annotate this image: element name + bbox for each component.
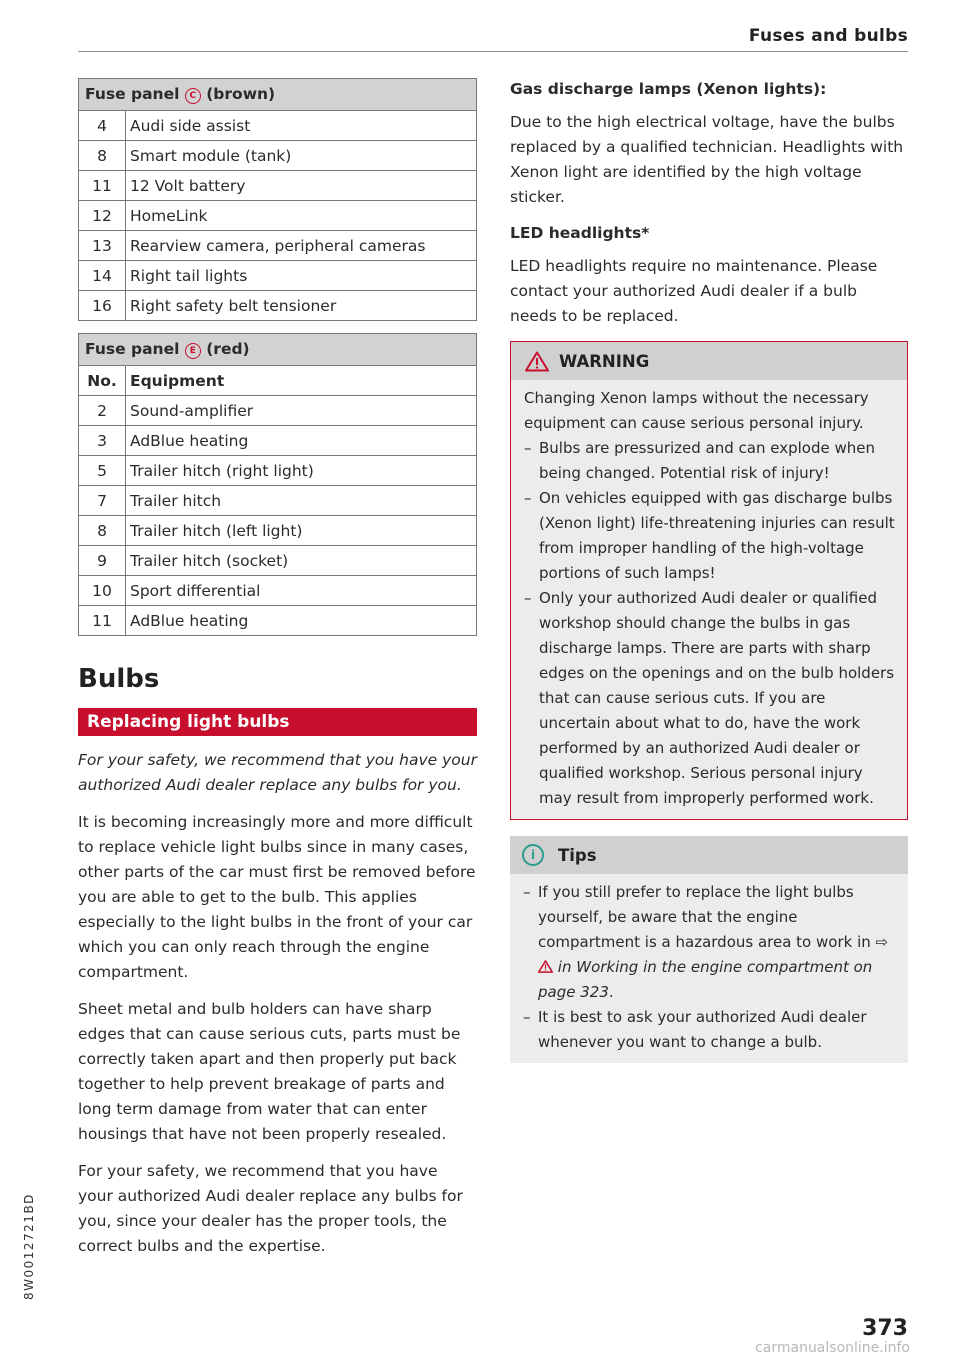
warning-item: – Only your authorized Audi dealer or qualified workshop should change the bulbs in gas discharge lamps. There are parts with sharp edges on the openings and on the bulb holders that can cause serious cuts. If you are uncertain about what to do, have the work performed by an authorized Audi dealer or qualified workshop. Serious personal injury may result from improperly performed work. xyxy=(524,586,895,811)
fuse-equipment: Smart module (tank) xyxy=(126,141,477,171)
fuse-equipment: Sport differential xyxy=(126,576,477,606)
tips-box xyxy=(510,836,908,1063)
tips-list xyxy=(523,880,896,1055)
right-column xyxy=(510,78,908,1063)
subsection-title-replacing-bulbs: Replacing light bulbs xyxy=(78,708,477,736)
header-rule xyxy=(78,51,908,52)
fuse-number: 7 xyxy=(79,486,126,516)
table-row xyxy=(79,111,477,141)
watermark: carmanualsonline.info xyxy=(755,1340,910,1356)
running-header: Fuses and bulbs xyxy=(748,26,908,46)
circled-e-icon: E xyxy=(185,343,201,359)
table-row xyxy=(79,396,477,426)
warning-header xyxy=(511,342,907,380)
col-no-header: No. xyxy=(79,366,126,396)
fuse-equipment: Right safety belt tensioner xyxy=(126,291,477,321)
warning-body xyxy=(511,380,907,819)
table-row xyxy=(79,261,477,291)
fuse-number: 9 xyxy=(79,546,126,576)
fuse-panel-e-header xyxy=(79,334,477,366)
fuse-panel-c-header xyxy=(79,79,477,111)
tips-title: Tips xyxy=(558,845,597,865)
table-row xyxy=(79,486,477,516)
fuse-equipment: 12 Volt battery xyxy=(126,171,477,201)
fuse-panel-c-color: (brown) xyxy=(206,85,276,103)
fuse-number: 5 xyxy=(79,456,126,486)
info-icon: i xyxy=(522,844,544,866)
ref-target: Working in the engine compartment on page 323 xyxy=(538,958,873,1001)
bulbs-paragraph-1: It is becoming increasingly more and more difficult to replace vehicle light bulbs since in many cases, other parts of the car must first be removed before you are able to get to the bulb. This applies especially to the light bulbs in the front of your car which you can only reach through the engine compartment. xyxy=(78,813,476,981)
table-row xyxy=(79,231,477,261)
fuse-equipment: Trailer hitch xyxy=(126,486,477,516)
fuse-number: 8 xyxy=(79,516,126,546)
document-code: 8W0012721BD xyxy=(22,1193,36,1300)
table-row xyxy=(79,606,477,636)
fuse-number: 12 xyxy=(79,201,126,231)
fuse-number: 3 xyxy=(79,426,126,456)
bulbs-intro: For your safety, we recommend that you have your authorized Audi dealer replace any bulbs for you. xyxy=(78,751,477,794)
table-row xyxy=(79,171,477,201)
fuse-number: 11 xyxy=(79,171,126,201)
fuse-equipment: Audi side assist xyxy=(126,111,477,141)
warning-intro: Changing Xenon lamps without the necessary equipment can cause serious personal injury. xyxy=(524,389,869,432)
fuse-panel-c-label: Fuse panel xyxy=(85,85,180,103)
fuse-panel-e-label: Fuse panel xyxy=(85,340,180,358)
fuse-equipment: Right tail lights xyxy=(126,261,477,291)
warning-item: – On vehicles equipped with gas discharge bulbs (Xenon light) life-threatening injuries can result from improper handling of the high-voltage portions of such lamps! xyxy=(524,486,895,586)
fuse-equipment: Sound-amplifier xyxy=(126,396,477,426)
circled-c-icon: C xyxy=(185,88,201,104)
table-row xyxy=(79,456,477,486)
fuse-number: 14 xyxy=(79,261,126,291)
arrow-right-icon: ⇨ xyxy=(875,933,889,951)
table-row xyxy=(79,516,477,546)
fuse-equipment: Trailer hitch (left light) xyxy=(126,516,477,546)
ref-in: in xyxy=(557,958,572,976)
warning-title: WARNING xyxy=(559,351,650,371)
gas-discharge-title: Gas discharge lamps (Xenon lights): xyxy=(510,80,827,98)
fuse-number: 4 xyxy=(79,111,126,141)
left-column xyxy=(78,78,477,1271)
fuse-number: 8 xyxy=(79,141,126,171)
fuse-number: 13 xyxy=(79,231,126,261)
fuse-number: 2 xyxy=(79,396,126,426)
fuse-equipment: HomeLink xyxy=(126,201,477,231)
warning-triangle-icon xyxy=(538,960,553,973)
table-gap xyxy=(79,321,477,334)
bulbs-paragraph-3: For your safety, we recommend that you have your authorized Audi dealer replace any bulbs for you, since your dealer has the proper tools, the correct bulbs and the expertise. xyxy=(78,1162,463,1255)
warning-list xyxy=(524,436,895,811)
fuse-number: 11 xyxy=(79,606,126,636)
fuse-number: 16 xyxy=(79,291,126,321)
fuse-equipment: Trailer hitch (right light) xyxy=(126,456,477,486)
warning-triangle-icon xyxy=(525,351,549,372)
led-text: LED headlights require no maintenance. Please contact your authorized Audi dealer if a bulb needs to be replaced. xyxy=(510,257,878,325)
tips-header xyxy=(510,836,908,874)
fuse-equipment: AdBlue heating xyxy=(126,606,477,636)
fuse-number: 10 xyxy=(79,576,126,606)
table-row xyxy=(79,141,477,171)
fuse-equipment: AdBlue heating xyxy=(126,426,477,456)
warning-item: – Bulbs are pressurized and can explode when being changed. Potential risk of injury! xyxy=(524,436,895,486)
table-row xyxy=(79,426,477,456)
table-row xyxy=(79,201,477,231)
section-title-bulbs: Bulbs xyxy=(78,664,160,694)
tips-item: – If you still prefer to replace the light bulbs yourself, be aware that the engine compartment is a hazardous area to work in ⇨ in Working in the engine compartment on page 323. xyxy=(523,880,896,1005)
fuse-table xyxy=(78,78,477,636)
led-title: LED headlights* xyxy=(510,224,650,242)
page-number: 373 xyxy=(862,1316,908,1341)
table-row xyxy=(79,291,477,321)
bulbs-paragraph-2: Sheet metal and bulb holders can have sharp edges that can cause serious cuts, parts must be correctly taken apart and then properly put back together to help prevent breakage of parts and long term damage from water that can enter housings that have not been properly resealed. xyxy=(78,1000,461,1143)
table-row xyxy=(79,576,477,606)
fuse-panel-e-color: (red) xyxy=(206,340,250,358)
tips-item-1-text: If you still prefer to replace the light bulbs yourself, be aware that the engine compartment is a hazardous area to work in xyxy=(538,883,871,951)
fuse-equipment: Trailer hitch (socket) xyxy=(126,546,477,576)
gas-discharge-text: Due to the high electrical voltage, have the bulbs replaced by a qualified technician. Headlights with Xenon light are identified by the high voltage sticker. xyxy=(510,113,904,206)
warning-box xyxy=(510,341,908,820)
fuse-equipment: Rearview camera, peripheral cameras xyxy=(126,231,477,261)
tips-body xyxy=(510,874,908,1063)
tips-item: – It is best to ask your authorized Audi dealer whenever you want to change a bulb. xyxy=(523,1005,896,1055)
fuse-table-column-header xyxy=(79,366,477,396)
table-row xyxy=(79,546,477,576)
col-equipment-header: Equipment xyxy=(126,366,477,396)
